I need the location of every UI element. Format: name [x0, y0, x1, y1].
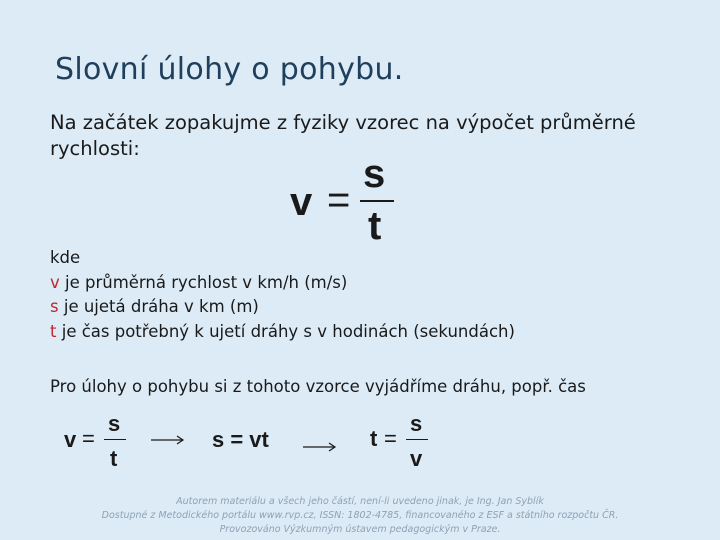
page-title: Slovní úlohy o pohybu. [55, 52, 404, 87]
formula-time [370, 410, 440, 475]
formula-lhs: v [290, 180, 313, 224]
formula-velocity [64, 410, 134, 475]
main-formula [290, 152, 400, 248]
intro-text: Na začátek zopakujme z fyziky vzorec na výpočet průměrné rychlosti: [50, 111, 636, 160]
footer-line: Autorem materiálu a všech jeho částí, není-li uvedeno jinak, je Ing. Jan Syblík [176, 496, 544, 507]
definition-s [50, 295, 515, 320]
definition-text: je čas potřebný k ujetí dráhy s v hodinách (sekundách) [56, 321, 515, 341]
formula-numerator: s [108, 411, 121, 436]
definition-var: s [50, 297, 59, 316]
formula-distance [212, 410, 302, 475]
fraction-bar [104, 439, 126, 440]
formula-numerator: s [410, 411, 423, 436]
formula-denominator: t [368, 204, 382, 248]
note-text: Pro úlohy o pohybu si z tohoto vzorce vyjádříme dráhu, popř. čas [50, 377, 586, 396]
definition-v [50, 271, 515, 296]
definition-text: je ujetá dráha v km (m) [58, 297, 259, 316]
formula-numerator: s [363, 152, 386, 196]
definition-t [50, 320, 515, 345]
footer-line: Dostupné z Metodického portálu www.rvp.cz, ISSN: 1802-4785, financovaného z ESF a státního rozpočtu ČR. [101, 510, 619, 521]
formulas-row [0, 410, 720, 475]
formula-equals: = [384, 426, 397, 451]
definition-text: je průměrná rychlost v km/h (m/s) [59, 272, 348, 292]
formula-text: s = vt [212, 427, 269, 452]
formula-lhs: v [64, 427, 77, 452]
footer-line: Provozováno Výzkumným ústavem pedagogickým v Praze. [219, 524, 501, 535]
arrow-right-icon [150, 434, 186, 446]
formula-equals: = [82, 426, 95, 451]
formula-denominator: t [110, 446, 118, 471]
definitions-kde: kde [50, 248, 81, 267]
formula-denominator: v [410, 446, 423, 471]
fraction-bar [406, 439, 428, 440]
fraction-bar [360, 200, 394, 202]
arrow-right-icon [302, 441, 338, 453]
definitions [50, 246, 515, 344]
footer-credits [0, 495, 720, 537]
definition-var: v [50, 272, 60, 292]
formula-equals: = [327, 178, 351, 222]
formula-lhs: t [370, 426, 378, 451]
definition-var: t [50, 321, 57, 341]
